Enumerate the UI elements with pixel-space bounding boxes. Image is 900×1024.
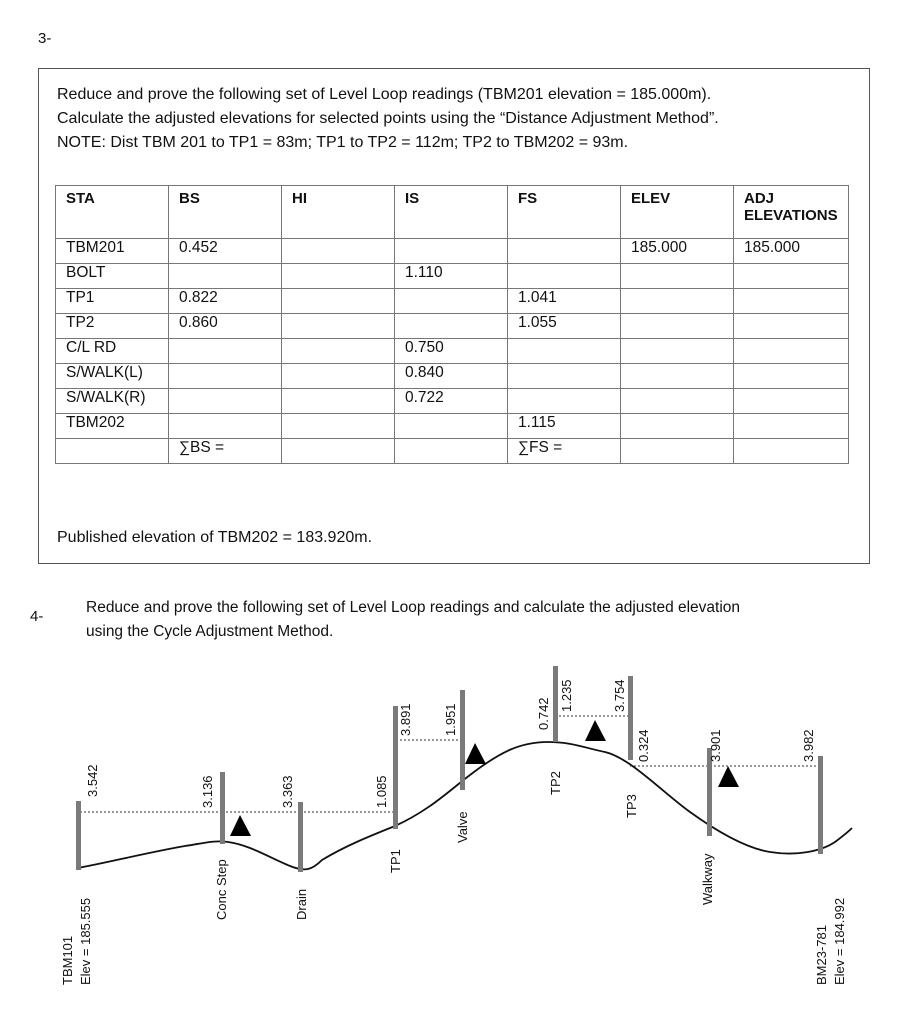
level-instrument-icon — [585, 720, 606, 741]
cell-is: 0.750 — [395, 339, 508, 364]
header-adj-line1: ADJ — [744, 190, 775, 207]
cell-is: 0.840 — [395, 364, 508, 389]
header-elev: ELEV — [621, 186, 734, 239]
cell-is: 0.722 — [395, 389, 508, 414]
cell-sta: BOLT — [56, 264, 169, 289]
header-adj-line2: ELEVATIONS — [744, 207, 838, 224]
reading-tbm101-bs: 3.542 — [85, 764, 100, 797]
label-walkway: Walkway — [700, 853, 715, 905]
header-sta: STA — [56, 186, 169, 239]
cell-sum-bs: ∑BS = — [169, 439, 282, 464]
cell-elev: 185.000 — [621, 239, 734, 264]
level-instrument-icon — [465, 743, 486, 764]
staff-drain — [298, 802, 303, 872]
label-bm23-781: BM23-781 — [814, 925, 829, 985]
cell-sta: S/WALK(R) — [56, 389, 169, 414]
cell-is: 1.110 — [395, 264, 508, 289]
cell-bs: 0.822 — [169, 289, 282, 314]
published-elevation-note: Published elevation of TBM202 = 183.920m. — [57, 529, 373, 546]
instruction-line-3: NOTE: Dist TBM 201 to TP1 = 83m; TP1 to TP2 = 112m; TP2 to TBM202 = 93m. — [57, 134, 629, 151]
level-instrument-icon — [718, 766, 739, 787]
cell-bs: 0.452 — [169, 239, 282, 264]
question-3-number: 3- — [38, 30, 52, 47]
reading-tp1-bs: 3.891 — [398, 703, 413, 736]
cell-sta: TBM202 — [56, 414, 169, 439]
label-bm23-elev: Elev = 184.992 — [832, 897, 847, 985]
header-fs: FS — [508, 186, 621, 239]
reading-tp2-bs: 1.235 — [559, 679, 574, 712]
cell-sum-fs: ∑FS = — [508, 439, 621, 464]
reading-tp1-fs: 1.085 — [374, 775, 389, 808]
q4-line-2: using the Cycle Adjustment Method. — [86, 623, 334, 640]
reading-conc-step-is: 3.136 — [200, 775, 215, 808]
cell-fs: 1.041 — [508, 289, 621, 314]
cell-sta: TP1 — [56, 289, 169, 314]
instruction-line-2: Calculate the adjusted elevations for selected points using the “Distance Adjustment Method”. — [57, 110, 719, 127]
label-drain: Drain — [294, 888, 309, 920]
reading-tp2-fs: 0.742 — [536, 697, 551, 730]
level-instrument-icon — [230, 815, 251, 836]
header-is: IS — [395, 186, 508, 239]
cell-adj: 185.000 — [734, 239, 849, 264]
staff-tp3 — [628, 676, 633, 760]
cell-bs: 0.860 — [169, 314, 282, 339]
question-4-number: 4- — [30, 608, 44, 625]
staff-bm23-781 — [818, 756, 823, 854]
q4-line-1: Reduce and prove the following set of Level Loop readings and calculate the adjusted elevation — [86, 599, 741, 616]
reading-walkway-is: 3.901 — [708, 729, 723, 762]
label-tbm101-elev: Elev = 185.555 — [78, 897, 93, 985]
cell-fs: 1.055 — [508, 314, 621, 339]
staff-tp2 — [553, 666, 558, 742]
staff-tbm101 — [76, 801, 81, 870]
staff-conc-step — [220, 772, 225, 844]
reading-bm23-fs: 3.982 — [801, 729, 816, 762]
header-hi: HI — [282, 186, 395, 239]
label-tbm101: TBM101 — [60, 935, 75, 985]
cell-sta: S/WALK(L) — [56, 364, 169, 389]
label-tp3: TP3 — [624, 794, 639, 818]
reading-tp3-bs: 0.324 — [636, 729, 651, 762]
label-conc-step: Conc Step — [214, 859, 229, 920]
staff-valve — [460, 690, 465, 790]
label-tp1: TP1 — [388, 849, 403, 873]
cell-fs: 1.115 — [508, 414, 621, 439]
label-valve: Valve — [455, 811, 470, 843]
reading-drain-is: 3.363 — [280, 775, 295, 808]
label-tp2: TP2 — [548, 771, 563, 795]
cell-sta: TBM201 — [56, 239, 169, 264]
header-bs: BS — [169, 186, 282, 239]
reading-valve-is: 1.951 — [443, 703, 458, 736]
cell-sta: C/L RD — [56, 339, 169, 364]
reading-tp3-fs: 3.754 — [612, 679, 627, 712]
cell-sta: TP2 — [56, 314, 169, 339]
instruction-line-1: Reduce and prove the following set of Level Loop readings (TBM201 elevation = 185.000m). — [57, 86, 712, 103]
